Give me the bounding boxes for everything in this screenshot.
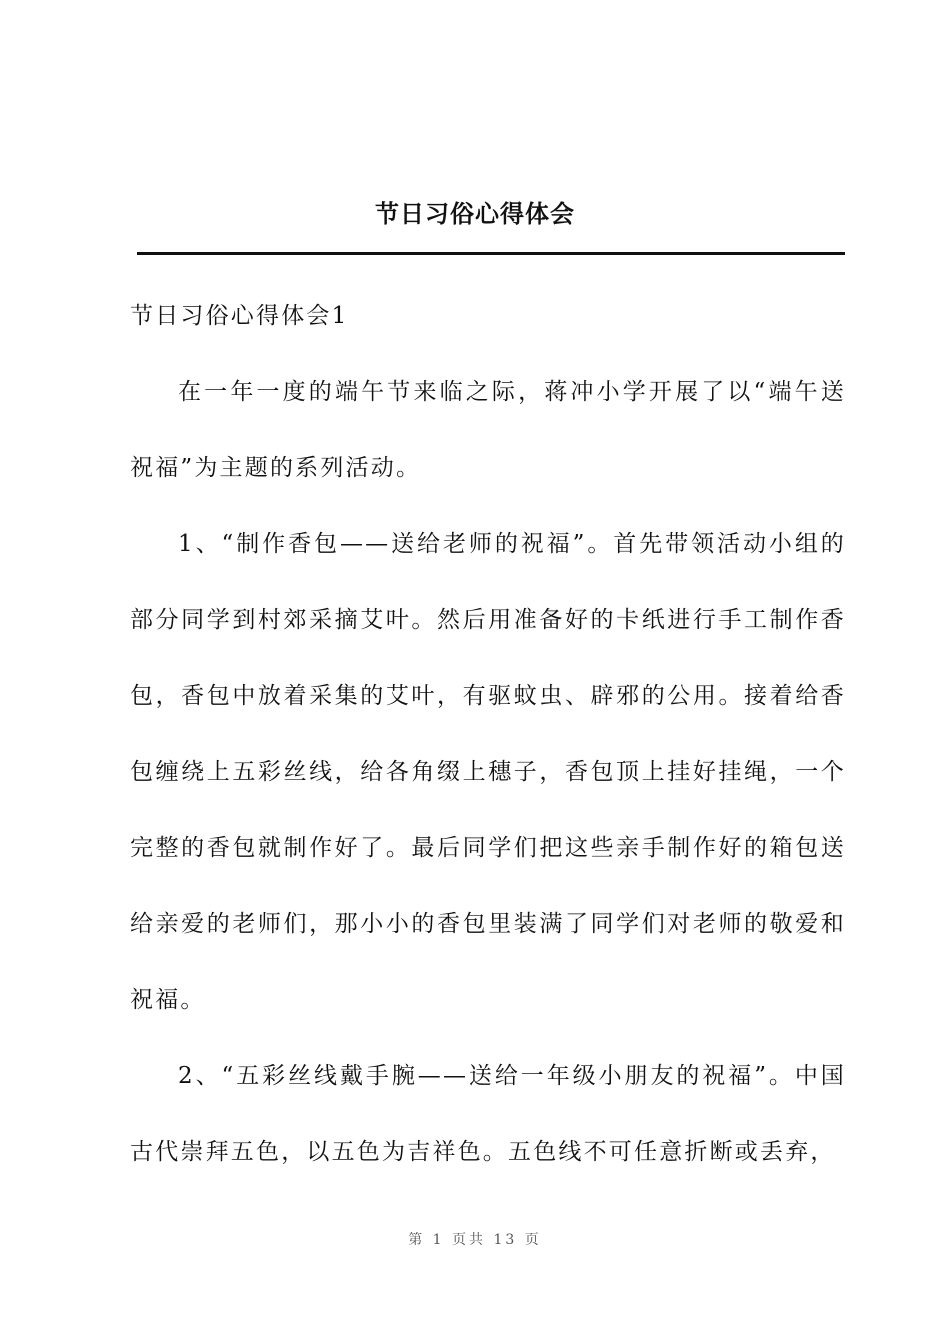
paragraph-activity-2: 2、“五彩丝线戴手腕——送给一年级小朋友的祝福”。中国古代崇拜五色，以五色为吉祥色。五色线不可任意折断或丢弃， [130,1063,846,1165]
section-heading: 节日习俗心得体会1 [130,303,349,329]
title-divider [137,252,845,255]
page-footer: 第 1 页共 13 页 [408,1232,542,1248]
paragraph-activity-1: 1、“制作香包——送给老师的祝福”。首先带领活动小组的部分同学到村郊采摘艾叶。然后用准备好的卡纸进行手工制作香包，香包中放着采集的艾叶，有驱蚊虫、辟邪的公用。接着给香包缠绕上五彩丝线，给各角缀上穗子，香包顶上挂好挂绳，一个完整的香包就制作好了。最后同学们把这些亲手制作好的箱包送给亲爱的老师们，那小小的香包里装满了同学们对老师的敬爱和祝福。 [130,531,846,1013]
document-title: 节日习俗心得体会 [375,199,575,228]
paragraph-intro: 在一年一度的端午节来临之际，蒋冲小学开展了以“端午送祝福”为主题的系列活动。 [130,379,846,481]
document-body [130,278,846,1190]
